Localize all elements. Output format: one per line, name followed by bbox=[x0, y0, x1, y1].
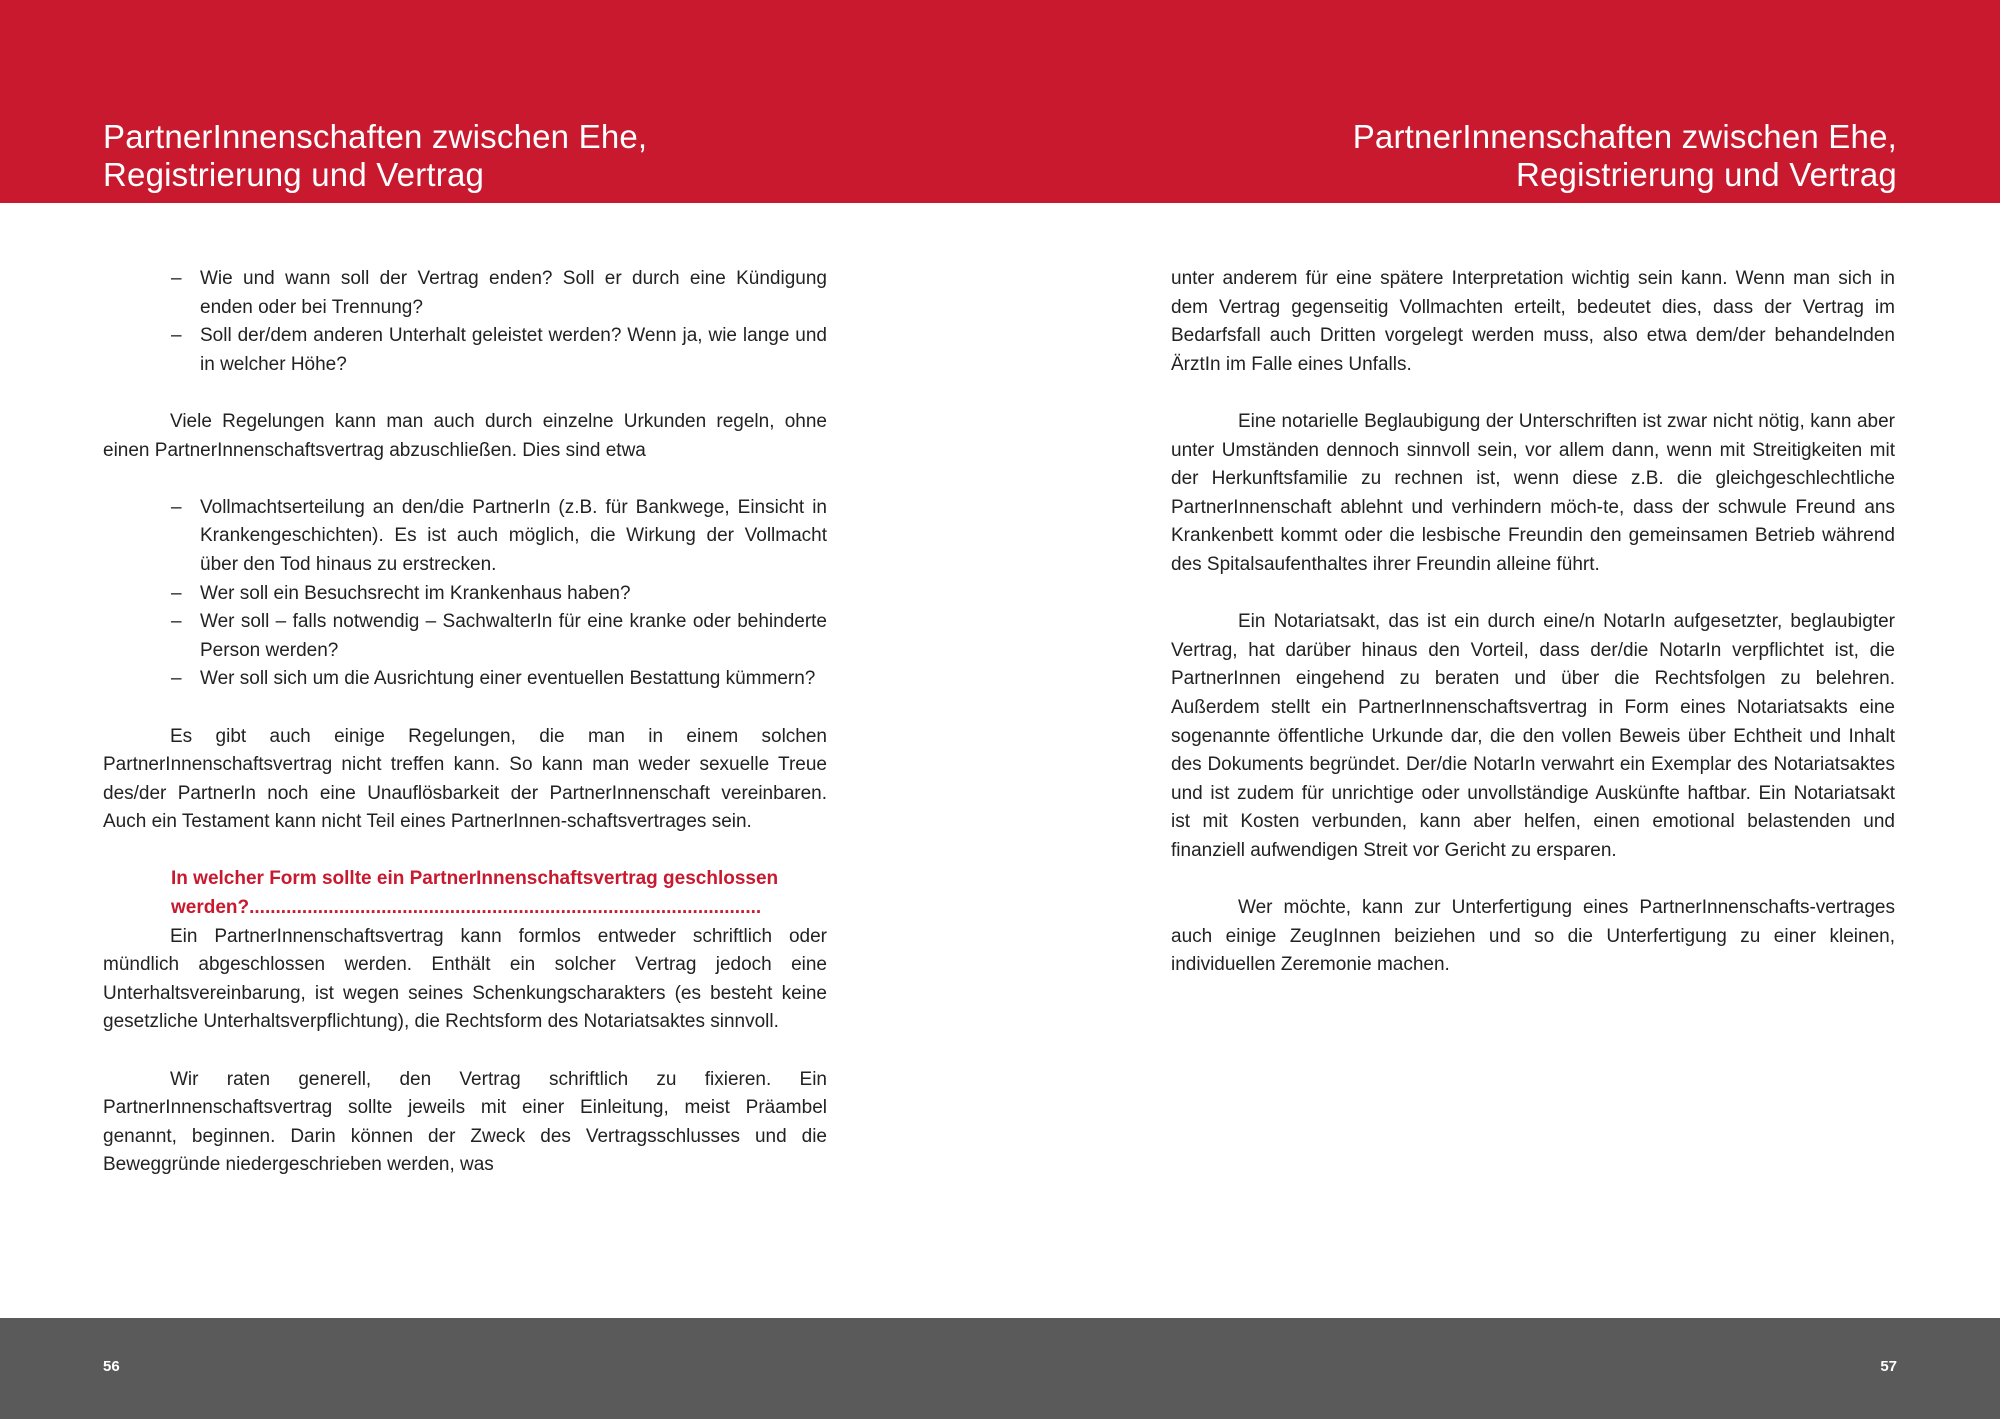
right-page-column bbox=[1171, 265, 1895, 980]
document-examples-list bbox=[103, 494, 827, 694]
left-running-title bbox=[103, 118, 647, 194]
paragraph: Wir raten generell, den Vertrag schriftlich zu fixieren. Ein PartnerInnenschaftsvertrag sollte jeweils mit einer Einleitung, meist Präambel genannt, beginnen. Darin können der Zweck des Vertragsschlusses und die Beweggründe niedergeschrieben werden, was bbox=[103, 1068, 827, 1176]
right-running-title bbox=[1353, 118, 1897, 194]
page-footer-band bbox=[0, 1318, 2000, 1419]
left-title-line-2: Registrierung und Vertrag bbox=[103, 156, 485, 193]
list-item: – Soll der/dem anderen Unterhalt geleistet werden? Wenn ja, wie lange und in welcher Höhe? bbox=[103, 322, 827, 379]
paragraph: Viele Regelungen kann man auch durch einzelne Urkunden regeln, ohne einen PartnerInnenschaftsvertrag abzuschließen. Dies sind etwa bbox=[103, 410, 827, 461]
list-item: – Wer soll – falls notwendig – SachwalterIn für eine kranke oder behinderte Person werden? bbox=[103, 608, 827, 665]
contract-questions-list bbox=[103, 265, 827, 379]
list-item: – Vollmachtserteilung an den/die PartnerIn (z.B. für Bankwege, Einsicht in Krankengeschichten). Es ist auch möglich, die Wirkung der Vollmacht über den Tod hinaus zu erstrecken. bbox=[103, 494, 827, 580]
list-item: – Wie und wann soll der Vertrag enden? Soll er durch eine Kündigung enden oder bei Trennung? bbox=[103, 265, 827, 322]
list-item: – Wer soll ein Besuchsrecht im Krankenhaus haben? bbox=[103, 580, 827, 609]
right-title-line-1: PartnerInnenschaften zwischen Ehe, bbox=[1352, 118, 1897, 155]
page-number-left: 56 bbox=[103, 1358, 120, 1375]
paragraph: unter anderem für eine spätere Interpretation wichtig sein kann. Wenn man sich in dem Vertrag gegenseitig Vollmachten erteilt, bedeutet dies, dass der Vertrag im Bedarfsfall auch Dritten vorgelegt werden muss, also etwa dem/der behandelnden ÄrztIn im Falle eines Unfalls. bbox=[1171, 268, 1895, 375]
paragraph: Eine notarielle Beglaubigung der Unterschriften ist zwar nicht nötig, kann aber unter Umständen dennoch sinnvoll sein, vor allem dann, wenn mit Streitigkeiten mit der Herkunftsfamilie zu rechnen ist, wenn diese z.B. die gleichgeschlechtliche PartnerInnenschaft ablehnt und verhindern möch-te, dass der schwule Freund ans Krankenbett kommt oder die lesbische Freundin den gemeinsamen Betrieb während des Spitalsaufenthaltes ihrer Freundin alleine führt. bbox=[1171, 410, 1895, 575]
page-number-right: 57 bbox=[1880, 1358, 1897, 1375]
list-item: – Wer soll sich um die Ausrichtung einer eventuellen Bestattung kümmern? bbox=[103, 665, 827, 694]
left-page-column bbox=[103, 265, 827, 1180]
section-heading: In welcher Form sollte ein PartnerInnenschaftsvertrag geschlossen werden?................................................................................................. bbox=[171, 868, 779, 919]
paragraph: Es gibt auch einige Regelungen, die man in einem solchen PartnerInnenschaftsvertrag nicht treffen kann. So kann man weder sexuelle Treue des/der PartnerIn noch eine Unauflösbarkeit der PartnerInnenschaft vereinbaren. Auch ein Testament kann nicht Teil eines PartnerInnen-schaftsvertrages sein. bbox=[103, 725, 827, 833]
paragraph: Ein PartnerInnenschaftsvertrag kann formlos entweder schriftlich oder mündlich abgeschlossen werden. Enthält ein solcher Vertrag jedoch eine Unterhaltsvereinbarung, ist wegen seines Schenkungscharakters (es besteht keine gesetzliche Unterhaltsverpflichtung), die Rechtsform des Notariatsaktes sinnvoll. bbox=[103, 925, 827, 1033]
right-title-line-2: Registrierung und Vertrag bbox=[1515, 156, 1897, 193]
page-header-band bbox=[0, 0, 2000, 203]
left-title-line-1: PartnerInnenschaften zwischen Ehe, bbox=[103, 118, 648, 155]
paragraph: Wer möchte, kann zur Unterfertigung eines PartnerInnenschafts-vertrages auch einige ZeugInnen beiziehen und so die Unterfertigung zu einer kleinen, individuellen Zeremonie machen. bbox=[1171, 897, 1895, 976]
paragraph: Ein Notariatsakt, das ist ein durch eine/n NotarIn aufgesetzter, beglaubigter Vertrag, hat darüber hinaus den Vorteil, dass der/die NotarIn verpflichtet ist, die PartnerInnen eingehend zu beraten und über die Rechtsfolgen zu belehren. Außerdem stellt ein PartnerInnenschaftsvertrag in Form eines Notariatsakts eine sogenannte öffentliche Urkunde dar, die den vollen Beweis über Echtheit und Inhalt des Dokuments begründet. Der/die NotarIn verwahrt ein Exemplar des Notariatsaktes und ist zudem für unrichtige oder unvollständige Auskünfte haftbar. Ein Notariatsakt ist mit Kosten verbunden, kann aber helfen, einen emotional belastenden und finanziell aufwendigen Streit vor Gericht zu ersparen. bbox=[1171, 611, 1895, 861]
